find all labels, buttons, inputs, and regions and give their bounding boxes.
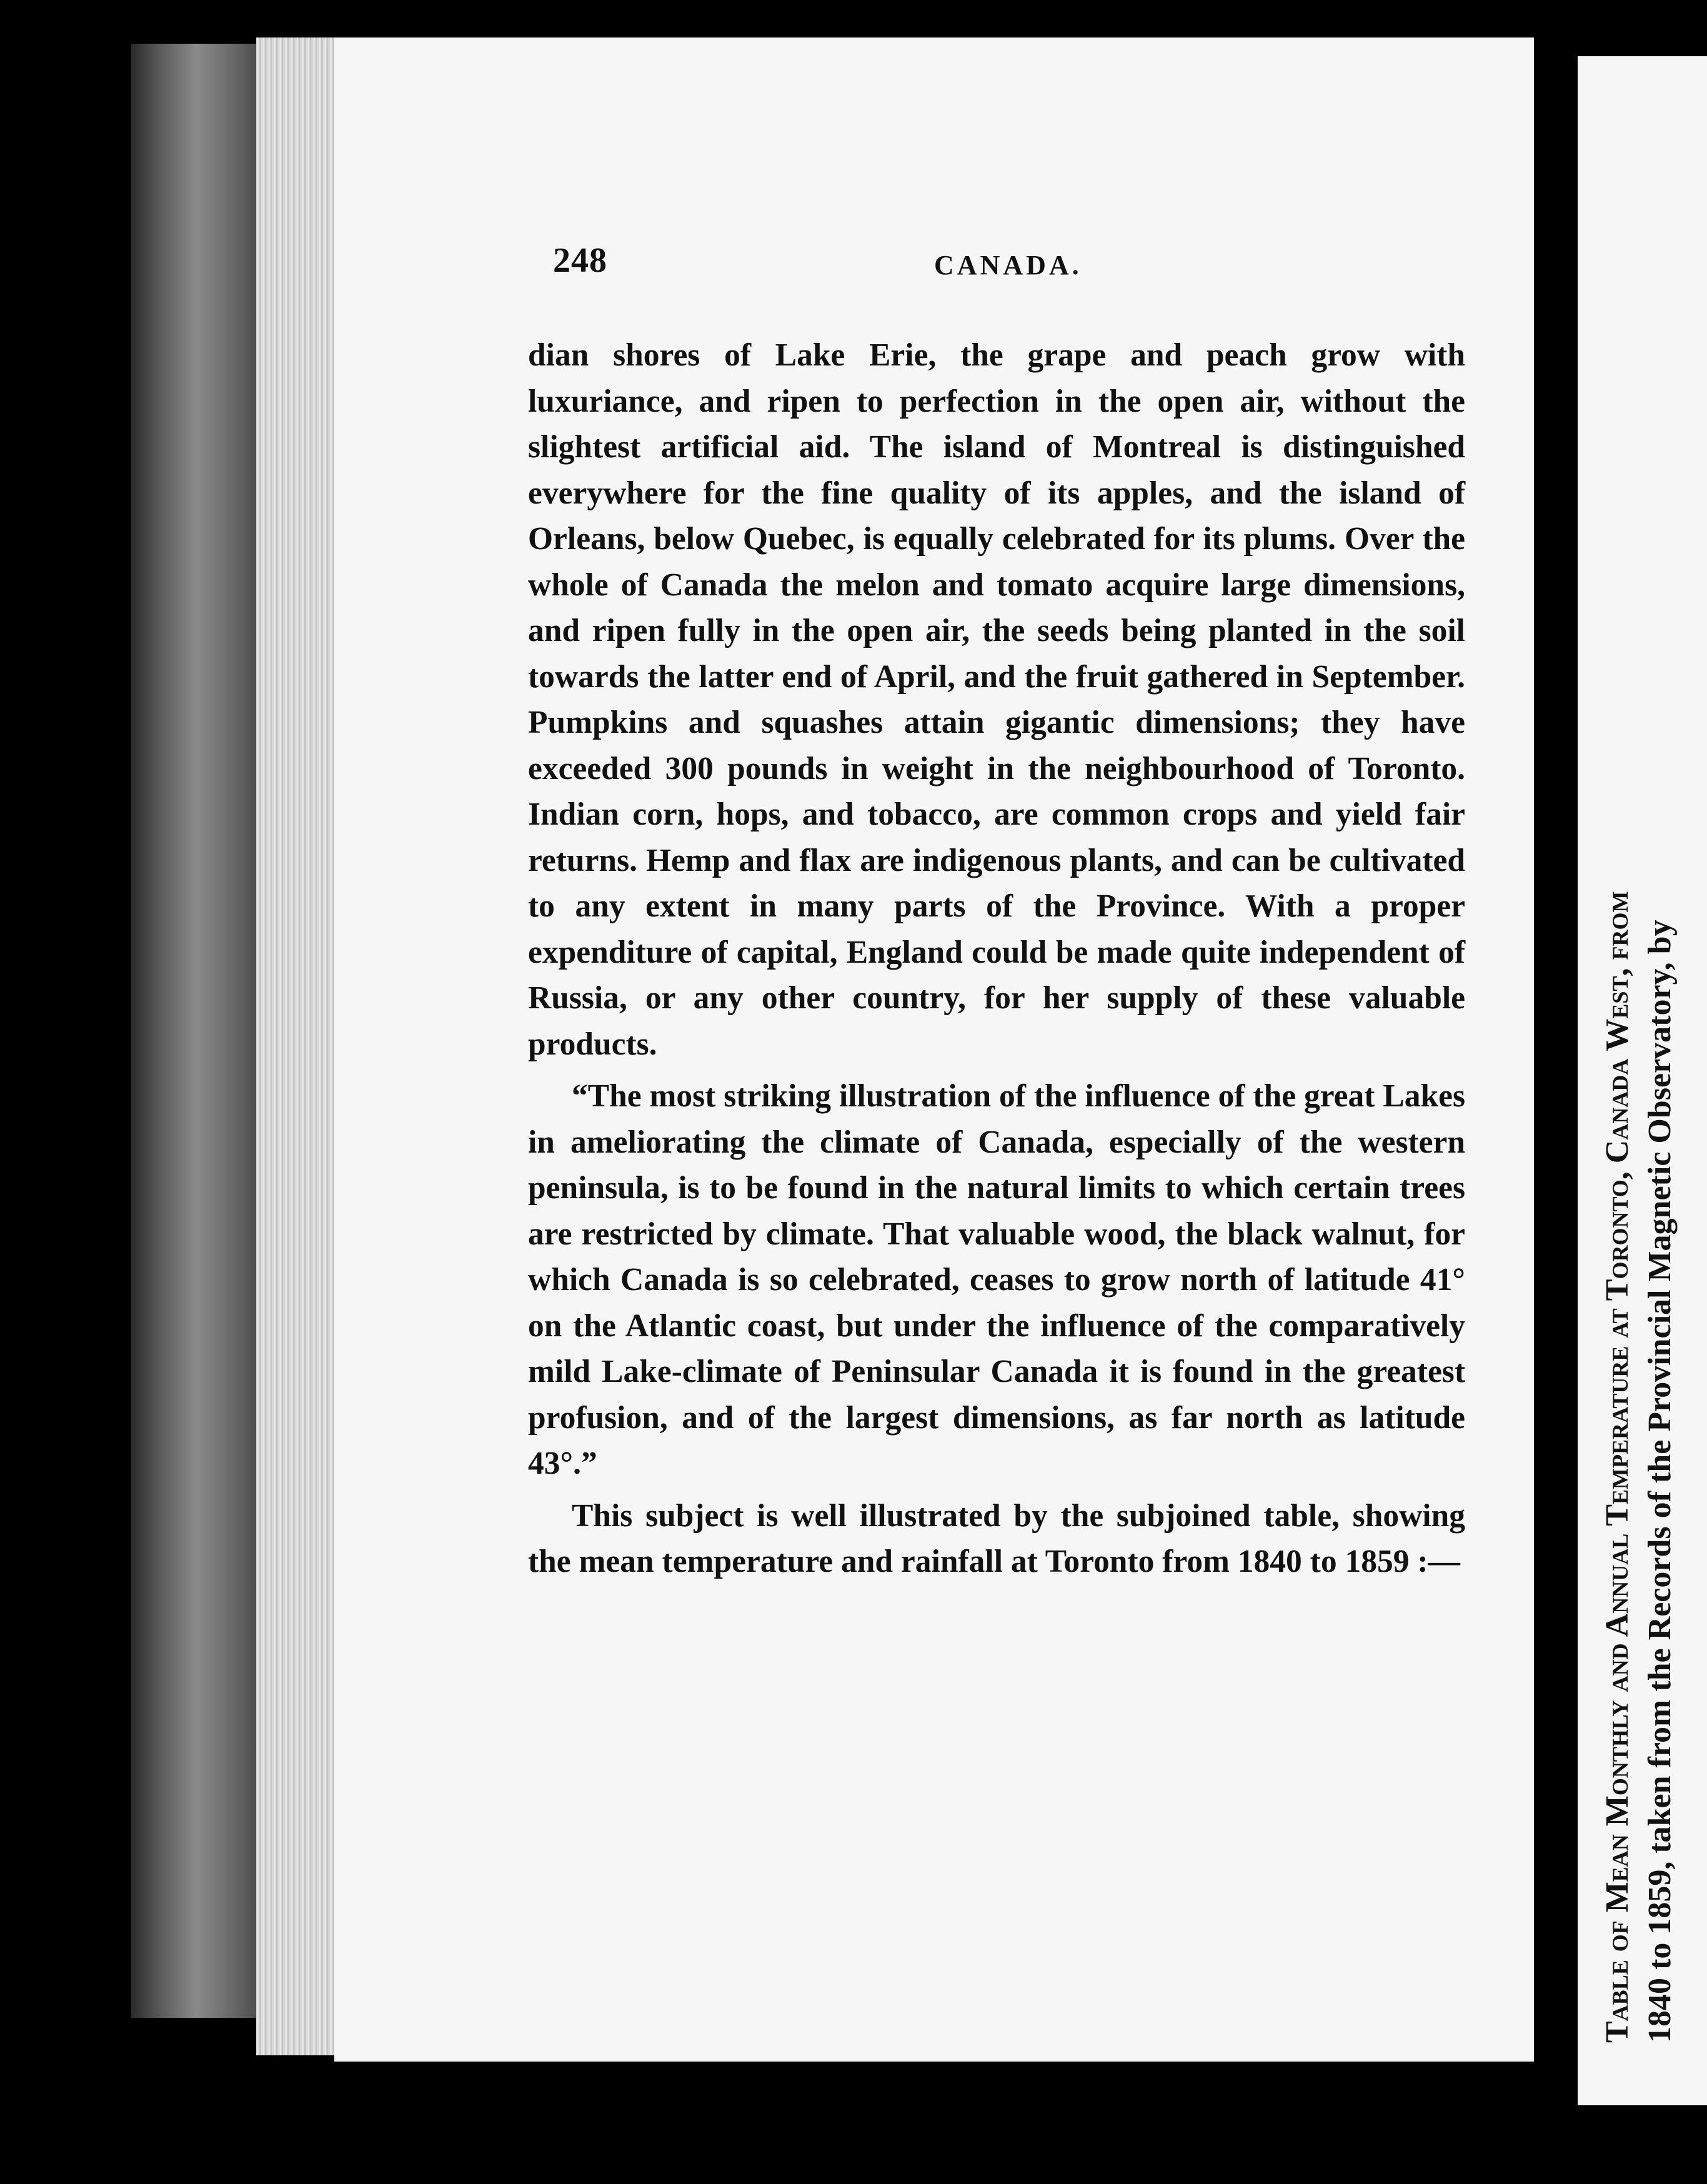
page-edges xyxy=(256,37,337,2055)
page-gutter xyxy=(1534,0,1578,2184)
paragraph-1: dian shores of Lake Erie, the grape and peach grow with luxuriance, and ripen to perfection in the open air, without the slightest artificial aid. The island of Montreal is distinguished everywhere for the fine quality of its apples, and the island of Orleans, below Quebec, is equally celebrated for its plums. Over the whole of Canada the melon and tomato acquire large dimensions, and ripen fully in the open air, the seeds being planted in the soil towards the latter end of April, and the fruit gathered in September. Pumpkins and squashes attain gigantic dimensions; they have exceeded 300 pounds in weight in the neighbourhood of Toronto. Indian corn, hops, and tobacco, are common crops and yield fair returns. Hemp and flax are indigenous plants, and can be cultivated to any extent in many parts of the Province. With a proper expenditure of capital, England could be made quite independent of Russia, or any other country, for her supply of these valuable products. xyxy=(528,337,1465,1062)
table-caption xyxy=(1596,75,1681,2043)
page-header xyxy=(553,241,1428,290)
left-page xyxy=(334,37,1534,2062)
paragraph-3: This subject is well illustrated by the subjoined table, showing the mean temperature and rainfall at Toronto from 1840 to 1859 :— xyxy=(528,1497,1465,1579)
right-page xyxy=(1578,56,1707,2105)
paragraph-2: “The most striking illustration of the influence of the great Lakes in ameliorating the climate of Canada, especially of the western peninsula, is to be found in the natural limits to which certain trees are restricted by climate. That valuable wood, the black walnut, for which Canada is so celebrated, ceases to grow north of latitude 41° on the Atlantic coast, but under the influence of the comparatively mild Lake-climate of Peninsular Canada it is found in the greatest profusion, and of the largest dimensions, as far north as latitude 43°.” xyxy=(528,1078,1465,1481)
book-binding xyxy=(131,44,275,2018)
caption-line-1: Table of Mean Monthly and Annual Temperature at Toronto, Canada West, from xyxy=(1600,891,1635,2043)
running-title: CANADA. xyxy=(934,250,1082,280)
caption-line-2: 1840 to 1859, taken from the Records of the Provincial Magnetic Observatory, by xyxy=(1642,920,1678,2043)
page-number: 248 xyxy=(553,241,607,280)
body-text xyxy=(528,332,1465,1585)
